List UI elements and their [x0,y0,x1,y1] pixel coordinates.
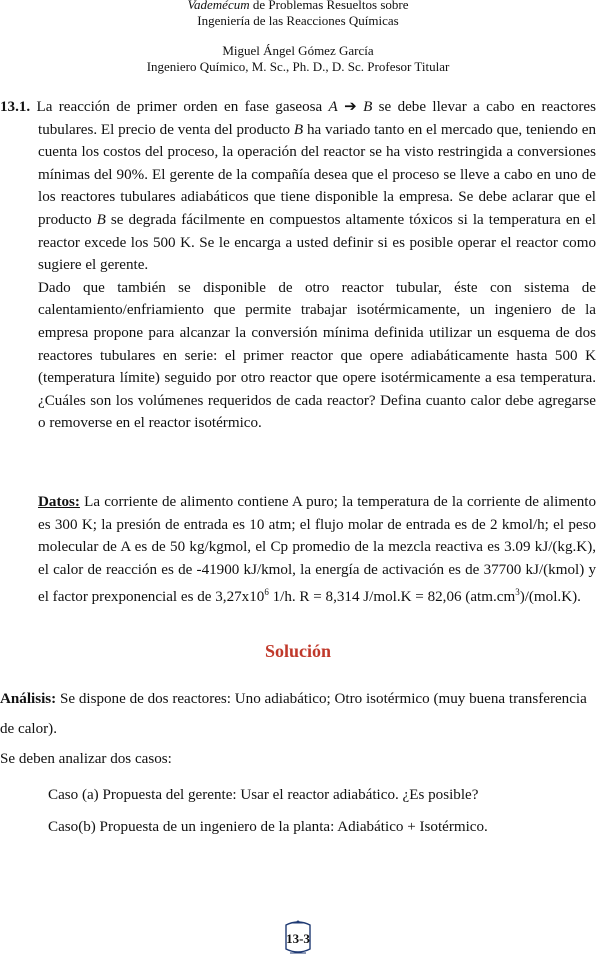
problem-text-c: ha variado tanto en el mercado que, teniendo en cuenta los costos del proceso, la operación del reactor se ha visto restringida a conversiones mínimas del 90%. El gerente de la compañía desea que el proceso se lleve a cabo en uno de los reactores tubulares adiabáticos que tiene disponible la empresa. Se debe aclarar que el producto [38,121,596,228]
analysis-section [0,684,596,774]
problem-paragraph-1 [0,96,596,277]
data-text: La corriente de alimento contiene A puro; la temperatura de la corriente de alimento es 300 K; la presión de entrada es 10 atm; el flujo molar de entrada es de 2 kmol/h; el peso molecular de A es de 50 kg/kgmol, el Cp promedio de la mezcla reactiva es 3.09 kJ/(kg.K), el calor de reacción es de -41900 kJ/kmol, la energía de activación es de 37700 kJ/(kmol) y el factor prexponencial es de 3,27x10 [38,494,596,606]
data-text3: )/(mol.K). [519,589,581,606]
header-title-line2: Ingeniería de las Reacciones Químicas [197,13,399,28]
cases-intro: Se deben analizar dos casos: [0,751,172,767]
header-italic: Vademécum [187,0,250,12]
data-paragraph [38,491,596,609]
reaction-arrow-icon: ➔ [337,99,364,115]
problem-number: 13.1. [0,99,31,115]
analysis-label: Análisis: [0,691,57,707]
analysis-text: Se dispone de dos reactores: Uno adiabático; Otro isotérmico (muy buena transferencia de calor). [0,691,587,737]
analysis-paragraph [0,684,596,744]
data-exponent2: 3 [515,587,520,598]
case-a: Caso (a) Propuesta del gerente: Usar el reactor adiabático. ¿Es posible? [48,787,479,803]
data-label: Datos: [38,494,80,510]
problem-text-d: se degrada fácilmente en compuestos altamente tóxicos si la temperatura en el reactor excede los 500 K. Se le encarga a usted definir si es posible operar el reactor como sugiere el gerente. [38,211,596,274]
species-b-ref: B [293,121,304,138]
data-exponent: 6 [264,587,269,598]
species-b: B [363,99,373,115]
species-a: A [328,99,338,115]
problem-paragraph-2: Dado que también se disponible de otro reactor tubular, éste con sistema de calentamiento/enfriamiento que permite trabajar isotérmicamente, un ingeniero de la empresa propone para alcanzar la conversión mínima definida utilizar un esquema de dos reactores tubulares en serie: el primer reactor que opere adiabáticamente hasta 500 K (temperatura límite) seguido por otro reactor que opere isotérmicamente a esa temperatura. ¿Cuáles son los volúmenes requeridos de cada reactor? Defina cuanto calor debe agregarse o removerse en el reactor isotérmico. [38,279,596,432]
page-number-badge [278,919,318,957]
page-number: 13-3 [286,931,310,946]
header-line1-rest: de Problemas Resueltos sobre [249,0,409,12]
problem-text-b: se debe llevar a cabo en reactores tubulares. El precio de venta del producto [38,99,596,138]
header-credentials: Ingeniero Químico, M. Sc., Ph. D., D. Sc. Profesor Titular [146,59,450,74]
case-b: Caso(b) Propuesta de un ingeniero de la planta: Adiabático + Isotérmico. [48,819,488,835]
problem-text-a: La reacción de primer orden en fase gaseosa [30,99,329,115]
data-text2: 1/h. R = 8,314 J/mol.K = 82,06 (atm.cm [268,589,516,606]
problem-statement [0,96,596,435]
species-b-ref2: B [96,211,106,228]
solution-title: Solución [264,641,332,661]
header-author: Miguel Ángel Gómez García [222,43,374,58]
